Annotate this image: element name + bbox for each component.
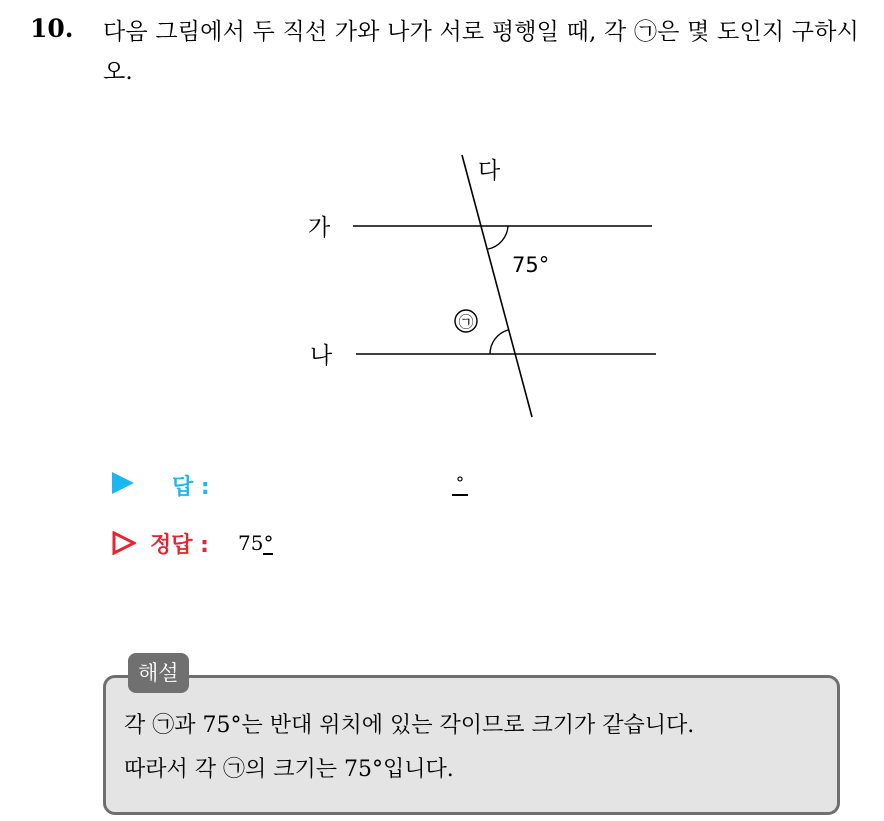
correct-number: 75 [238, 531, 264, 555]
angle-arc-giyeok [490, 330, 508, 354]
answer-label: 답 : [172, 475, 210, 500]
line-ga-label: 가 [308, 215, 331, 241]
explanation-line-1: 각 ㉠과 75°는 반대 위치에 있는 각이므로 크기가 같습니다. [124, 713, 695, 738]
answer-degree-mark: ° [452, 476, 468, 496]
line-na-label: 나 [310, 343, 333, 369]
explanation-tag: 해설 [128, 653, 189, 693]
explanation-line-2: 따라서 각 ㉠의 크기는 75°입니다. [124, 757, 454, 782]
question-number: 10. [30, 14, 74, 43]
angle-75-label: 75° [512, 253, 550, 277]
correct-arrow-icon [112, 531, 136, 555]
explanation-text [124, 704, 824, 792]
answer-arrow-icon [112, 472, 134, 494]
parallel-lines-figure [300, 145, 680, 439]
angle-arc-75 [488, 226, 508, 249]
angle-giyeok-label: ㉠ [458, 313, 474, 331]
question-text: 다음 그림에서 두 직선 가와 나가 서로 평행일 때, 각 ㉠은 몇 도인지 구하시오. [103, 19, 860, 85]
line-da-label: 다 [478, 158, 501, 184]
correct-degree-mark: ° [263, 531, 274, 555]
correct-label: 정답 : [150, 533, 209, 558]
line-da-transversal [462, 155, 532, 417]
correct-value [238, 531, 273, 555]
